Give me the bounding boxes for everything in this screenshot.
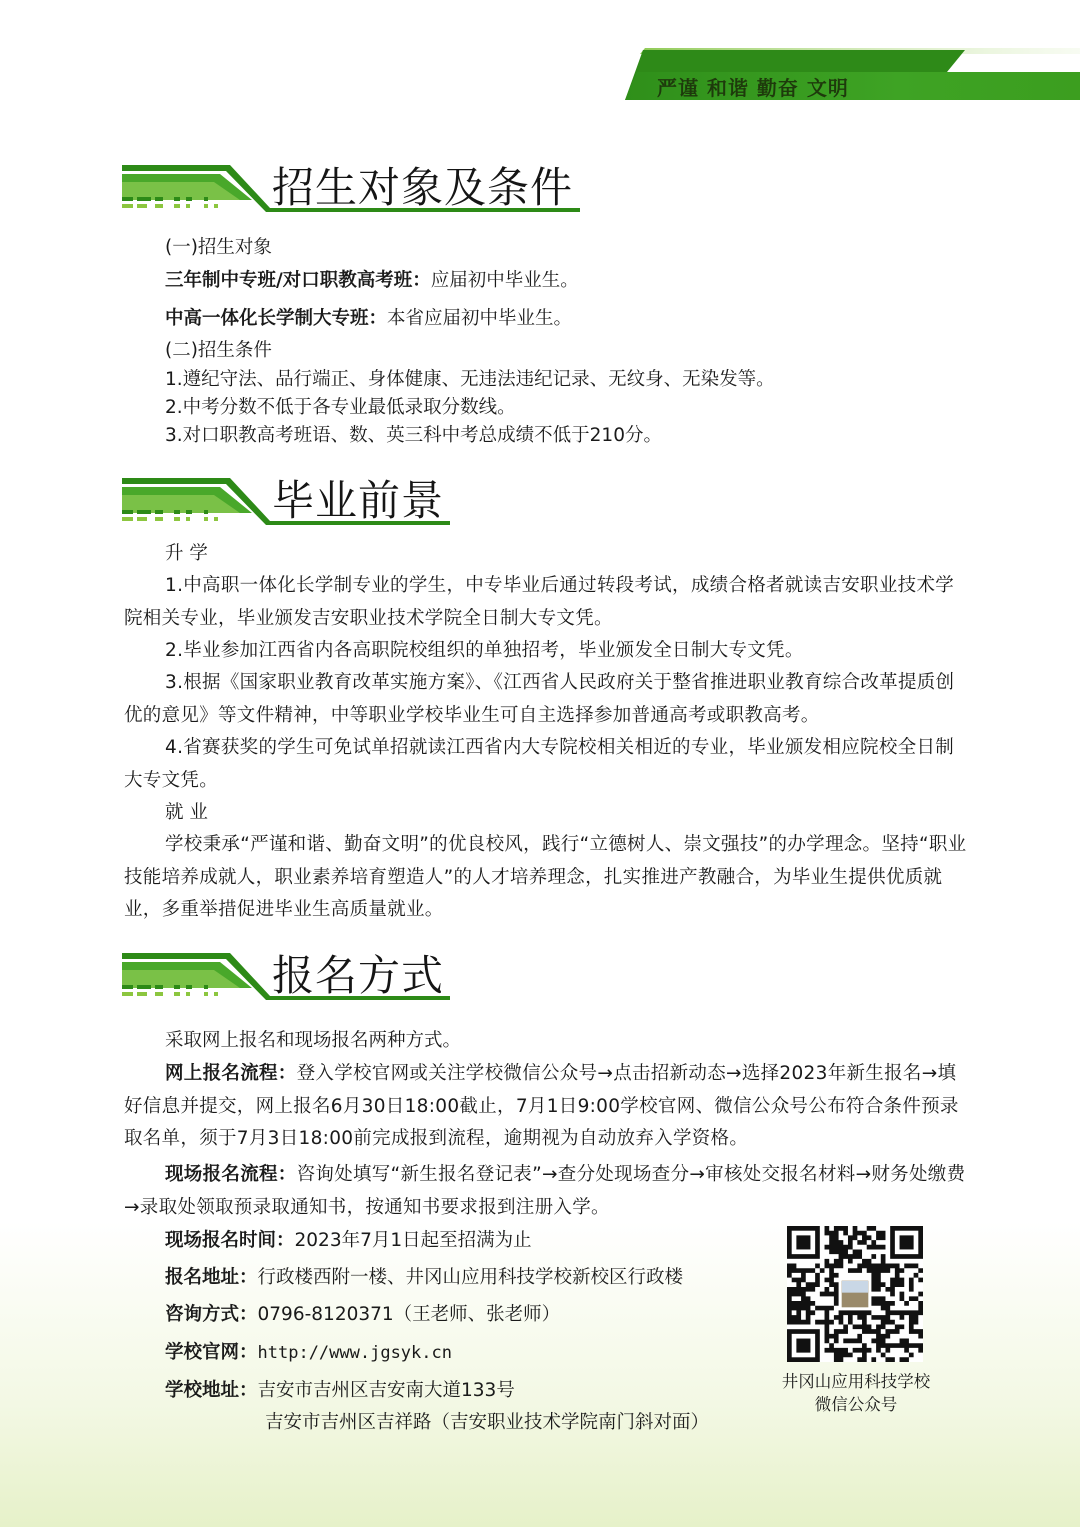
subheading-further-study: 升 学	[165, 543, 208, 564]
school-website-label: 学校官网：	[165, 1342, 258, 1363]
contact-info	[165, 1304, 560, 1326]
school-website	[165, 1342, 452, 1364]
onsite-time-label: 现场报名时间：	[165, 1230, 295, 1251]
wechat-qr-code[interactable]	[787, 1226, 923, 1362]
subheading-targets: (一)招生对象	[165, 237, 272, 258]
school-address-1: 吉安市吉州区吉安南大道133号	[257, 1380, 515, 1401]
school-address-2: 吉安市吉州区吉祥路（吉安职业技术学院南门斜对面）	[265, 1412, 710, 1433]
section-title: 报名方式	[272, 951, 445, 1000]
qr-caption-line-1: 井冈山应用科技学校	[781, 1372, 931, 1391]
onsite-registration-text: 咨询处填写“新生报名登记表”→查分处现场查分→审核处交报名材料→财务处缴费→录取处领取预录取通知书，按通知书要求报到注册入学。	[124, 1164, 966, 1218]
section-title: 毕业前景	[272, 476, 445, 525]
school-address-label: 学校地址：	[165, 1380, 258, 1401]
section-header-prospects	[120, 473, 450, 533]
admission-item-2	[165, 308, 572, 330]
contact-label: 咨询方式：	[165, 1304, 258, 1325]
online-registration-process	[124, 1058, 972, 1156]
onsite-registration-process	[124, 1159, 972, 1224]
contact-phone: 0796-8120371（王老师、张老师）	[257, 1304, 561, 1325]
online-registration-text: 登入学校官网或关注学校微信公众号→点击招新动态→选择2023年新生报名→填好信息并提交，网上报名6月30日18:00截止，7月1日9:00学校官网、微信公众号公布符合条件预录取名单，须于7月3日18:00前完成报到流程，逾期视为自动放弃入学资格。	[124, 1063, 959, 1149]
registration-address-text: 行政楼西附一楼、井冈山应用科技学校新校区行政楼	[257, 1267, 684, 1288]
online-registration-label: 网上报名流程：	[165, 1063, 297, 1084]
school-address	[165, 1380, 515, 1402]
prospects-paragraph-5: 学校秉承“严谨和谐、勤奋文明”的优良校风，践行“立德树人、崇文强技”的办学理念。坚持“职业技能培养成就人，职业素养培育塑造人”的人才培养理念，扎实推进产教融合，为毕业生提供优质就业，多重举措促进毕业生高质量就业。	[124, 834, 967, 920]
condition-1: 1.遵纪守法、品行端正、身体健康、无违法违纪记录、无纹身、无染发等。	[165, 369, 775, 390]
section-title: 招生对象及条件	[272, 163, 574, 212]
admission-item-1-text: 应届初中毕业生。	[430, 270, 579, 291]
onsite-registration-time	[165, 1230, 532, 1252]
school-website-url[interactable]: http://www.jgsyk.cn	[257, 1343, 452, 1363]
condition-3: 3.对口职教高考班语、数、英三科中考总成绩不低于210分。	[165, 425, 662, 446]
section-header-admission	[120, 160, 580, 220]
admission-item-1	[165, 270, 579, 292]
prospects-paragraph-4: 4.省赛获奖的学生可免试单招就读江西省内大专院校相关相近的专业，毕业颁发相应院校全日制大专文凭。	[124, 737, 955, 791]
subheading-conditions: (二)招生条件	[165, 340, 272, 361]
onsite-registration-label: 现场报名流程：	[165, 1164, 297, 1185]
admission-item-1-label: 三年制中专班/对口职教高考班：	[165, 270, 431, 291]
registration-address	[165, 1267, 683, 1289]
admission-item-2-text: 本省应届初中毕业生。	[387, 308, 573, 329]
registration-intro: 采取网上报名和现场报名两种方式。	[165, 1030, 462, 1051]
admission-item-2-label: 中高一体化长学制大专班：	[165, 308, 388, 329]
prospects-paragraph-3: 3.根据《国家职业教育改革实施方案》、《江西省人民政府关于整省推进职业教育综合改革提质创优的意见》等文件精神，中等职业学校毕业生可自主选择参加普通高考或职教高考。	[124, 672, 955, 726]
onsite-time-text: 2023年7月1日起至招满为止	[294, 1230, 532, 1251]
registration-address-label: 报名地址：	[165, 1267, 258, 1288]
qr-caption	[770, 1370, 942, 1416]
condition-2: 2.中考分数不低于各专业最低录取分数线。	[165, 397, 516, 418]
subheading-employment: 就 业	[165, 802, 208, 823]
prospects-paragraph-1: 1.中高职一体化长学制专业的学生，中专毕业后通过转段考试，成绩合格者就读吉安职业技术学院相关专业，毕业颁发吉安职业技术学院全日制大专文凭。	[124, 575, 955, 629]
qr-caption-line-2: 微信公众号	[814, 1395, 898, 1414]
qr-code-image	[787, 1226, 923, 1362]
prospects-paragraph-2: 2.毕业参加江西省内各高职院校组织的单独招考，毕业颁发全日制大专文凭。	[165, 640, 804, 661]
section-header-registration	[120, 948, 450, 1008]
school-motto: 严谨 和谐 勤奋 文明	[657, 76, 849, 100]
